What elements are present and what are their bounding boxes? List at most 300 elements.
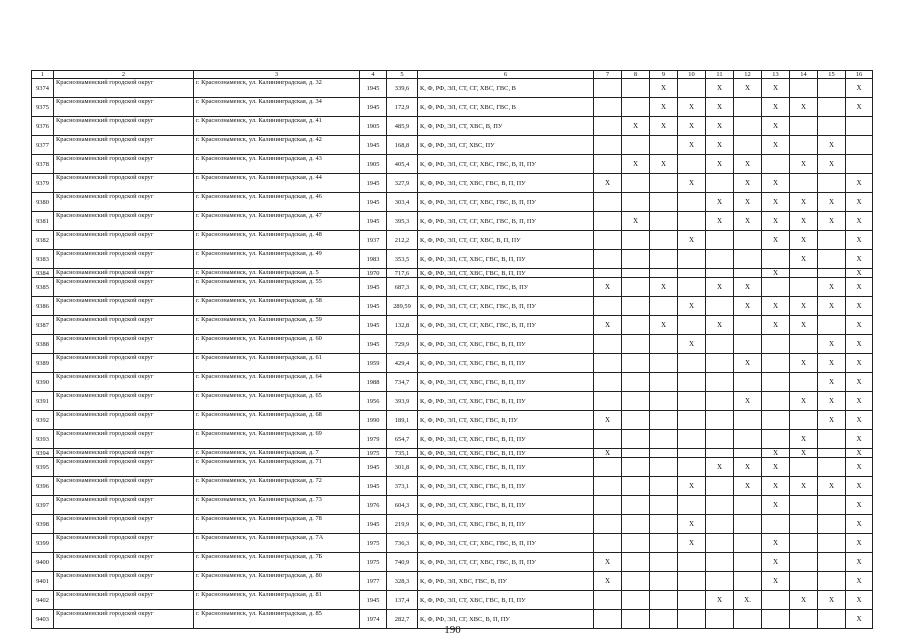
mark-cell — [594, 335, 622, 354]
mark-cell: X — [706, 458, 734, 477]
mark-cell — [762, 392, 790, 411]
systems-cell: К, Ф, РФ, ЭЛ, СГ, ХВС, В, П, ПУ — [418, 610, 594, 629]
mark-cell — [818, 79, 846, 98]
row-number: 9389 — [32, 354, 54, 373]
row-number: 9381 — [32, 212, 54, 231]
municipality-cell: Краснознаменский городской округ — [54, 373, 194, 392]
mark-cell: X — [790, 316, 818, 335]
area-cell: 282,7 — [387, 610, 418, 629]
mark-cell: X — [846, 534, 873, 553]
mark-cell: X — [846, 496, 873, 515]
systems-cell: К, Ф, РФ, ЭЛ, СТ, ХВС, ГВС, В, П, ПУ — [418, 496, 594, 515]
mark-cell: X — [706, 316, 734, 335]
systems-cell: К, Ф, РФ, ЭЛ, СТ, ХВС, ГВС, В, ПУ — [418, 411, 594, 430]
table-row — [32, 193, 873, 212]
mark-cell — [762, 354, 790, 373]
mark-cell: X — [678, 335, 706, 354]
mark-cell — [706, 335, 734, 354]
mark-cell: X — [650, 117, 678, 136]
mark-cell: X — [790, 98, 818, 117]
mark-cell — [622, 316, 650, 335]
municipality-cell: Краснознаменский городской округ — [54, 193, 194, 212]
table-row — [32, 174, 873, 193]
row-number: 9386 — [32, 297, 54, 316]
mark-cell: X — [846, 79, 873, 98]
mark-cell — [790, 553, 818, 572]
mark-cell: X — [846, 278, 873, 297]
mark-cell — [818, 458, 846, 477]
municipality-cell: Краснознаменский городской округ — [54, 117, 194, 136]
mark-cell — [818, 496, 846, 515]
address-cell: г. Краснознаменск, ул. Калининградская, д. 55 — [194, 278, 360, 297]
year-cell: 1945 — [360, 79, 387, 98]
mark-cell — [734, 534, 762, 553]
mark-cell: X — [678, 174, 706, 193]
mark-cell — [678, 591, 706, 610]
address-cell: г. Краснознаменск, ул. Калининградская, д. 80 — [194, 572, 360, 591]
area-cell: 729,9 — [387, 335, 418, 354]
mark-cell — [734, 117, 762, 136]
column-number: 12 — [734, 71, 762, 79]
mark-cell: X — [762, 269, 790, 278]
year-cell: 1983 — [360, 250, 387, 269]
mark-cell — [818, 534, 846, 553]
mark-cell: X — [734, 278, 762, 297]
municipality-cell: Краснознаменский городской округ — [54, 231, 194, 250]
address-cell: г. Краснознаменск, ул. Калининградская, д. 7А — [194, 534, 360, 553]
municipality-cell: Краснознаменский городской округ — [54, 136, 194, 155]
mark-cell: X — [706, 193, 734, 212]
area-cell: 219,9 — [387, 515, 418, 534]
mark-cell — [678, 458, 706, 477]
systems-cell: К, Ф, РФ, ЭЛ, СТ, ХВС, ГВС, В, П, ПУ — [418, 515, 594, 534]
row-number: 9376 — [32, 117, 54, 136]
area-cell: 327,9 — [387, 174, 418, 193]
mark-cell — [622, 278, 650, 297]
table-row — [32, 553, 873, 572]
mark-cell — [706, 477, 734, 496]
mark-cell — [790, 136, 818, 155]
area-cell: 353,5 — [387, 250, 418, 269]
mark-cell — [650, 193, 678, 212]
mark-cell: X — [846, 373, 873, 392]
mark-cell: X — [678, 515, 706, 534]
mark-cell: X — [650, 155, 678, 174]
municipality-cell: Краснознаменский городской округ — [54, 98, 194, 117]
mark-cell — [594, 231, 622, 250]
column-number: 8 — [622, 71, 650, 79]
year-cell: 1959 — [360, 354, 387, 373]
mark-cell: X — [846, 411, 873, 430]
mark-cell — [622, 297, 650, 316]
housing-register-table — [31, 70, 873, 629]
mark-cell: X — [594, 278, 622, 297]
area-cell: 393,9 — [387, 392, 418, 411]
mark-cell: X — [706, 79, 734, 98]
year-cell: 1975 — [360, 553, 387, 572]
year-cell: 1988 — [360, 373, 387, 392]
column-number: 3 — [194, 71, 360, 79]
mark-cell — [706, 297, 734, 316]
mark-cell: X — [846, 458, 873, 477]
column-number: 4 — [360, 71, 387, 79]
column-number-row — [32, 71, 873, 79]
mark-cell — [622, 477, 650, 496]
mark-cell — [734, 250, 762, 269]
systems-cell: К, Ф, РФ, ЭЛ, СТ, СГ, ХВС, ГВС, В, П, ПУ — [418, 553, 594, 572]
table-row — [32, 572, 873, 591]
mark-cell: X — [818, 335, 846, 354]
mark-cell: X — [762, 316, 790, 335]
municipality-cell: Краснознаменский городской округ — [54, 591, 194, 610]
systems-cell: К, Ф, РФ, ЭЛ, СТ, СГ, ХВС, ГВС, В, П, ПУ — [418, 297, 594, 316]
systems-cell: К, Ф, РФ, ЭЛ, СТ, ХВС, ГВС, В, П, ПУ — [418, 373, 594, 392]
address-cell: г. Краснознаменск, ул. Калининградская, д. 32 — [194, 79, 360, 98]
mark-cell — [678, 373, 706, 392]
area-cell: 395,3 — [387, 212, 418, 231]
row-number: 9398 — [32, 515, 54, 534]
mark-cell: X — [846, 297, 873, 316]
mark-cell — [622, 411, 650, 430]
mark-cell — [622, 496, 650, 515]
municipality-cell: Краснознаменский городской округ — [54, 553, 194, 572]
area-cell: 212,2 — [387, 231, 418, 250]
mark-cell — [594, 430, 622, 449]
year-cell: 1976 — [360, 496, 387, 515]
mark-cell: X — [734, 79, 762, 98]
mark-cell — [734, 269, 762, 278]
year-cell: 1945 — [360, 174, 387, 193]
address-cell: г. Краснознаменск, ул. Калининградская, д. 78 — [194, 515, 360, 534]
mark-cell — [790, 458, 818, 477]
mark-cell — [650, 411, 678, 430]
mark-cell — [734, 335, 762, 354]
column-number: 1 — [32, 71, 54, 79]
mark-cell — [818, 231, 846, 250]
table-row — [32, 430, 873, 449]
mark-cell — [622, 572, 650, 591]
row-number: 9377 — [32, 136, 54, 155]
area-cell: 373,1 — [387, 477, 418, 496]
year-cell: 1945 — [360, 136, 387, 155]
mark-cell — [594, 117, 622, 136]
mark-cell — [622, 354, 650, 373]
mark-cell: X — [846, 449, 873, 458]
mark-cell: X — [846, 174, 873, 193]
mark-cell: X — [790, 449, 818, 458]
mark-cell: X — [594, 553, 622, 572]
mark-cell — [678, 392, 706, 411]
mark-cell: X — [734, 174, 762, 193]
mark-cell — [678, 79, 706, 98]
mark-cell: X — [790, 591, 818, 610]
year-cell: 1945 — [360, 98, 387, 117]
mark-cell: X — [818, 278, 846, 297]
area-cell: 654,7 — [387, 430, 418, 449]
mark-cell — [762, 591, 790, 610]
table-row — [32, 212, 873, 231]
mark-cell: X — [762, 117, 790, 136]
systems-cell: К, Ф, РФ, ЭЛ, СТ, СГ, ХВС, ГВС, В, П, ПУ — [418, 155, 594, 174]
table-row — [32, 477, 873, 496]
mark-cell: X — [622, 155, 650, 174]
mark-cell — [706, 449, 734, 458]
mark-cell — [650, 269, 678, 278]
mark-cell — [706, 496, 734, 515]
year-cell: 1990 — [360, 411, 387, 430]
mark-cell — [650, 515, 678, 534]
row-number: 9380 — [32, 193, 54, 212]
year-cell: 1945 — [360, 458, 387, 477]
mark-cell — [650, 174, 678, 193]
mark-cell: X — [762, 212, 790, 231]
mark-cell — [678, 269, 706, 278]
systems-cell: К, Ф, РФ, ЭЛ, СТ, СГ, ХВС, ГВС, В — [418, 98, 594, 117]
address-cell: г. Краснознаменск, ул. Калининградская, д. 41 — [194, 117, 360, 136]
address-cell: г. Краснознаменск, ул. Калининградская, д. 7Б — [194, 553, 360, 572]
mark-cell — [650, 136, 678, 155]
mark-cell — [622, 231, 650, 250]
municipality-cell: Краснознаменский городской округ — [54, 354, 194, 373]
address-cell: г. Краснознаменск, ул. Калининградская, д. 5 — [194, 269, 360, 278]
mark-cell: X — [762, 297, 790, 316]
row-number: 9385 — [32, 278, 54, 297]
mark-cell: X — [762, 449, 790, 458]
mark-cell: X — [818, 373, 846, 392]
mark-cell: X — [762, 496, 790, 515]
mark-cell — [594, 79, 622, 98]
mark-cell: X — [790, 193, 818, 212]
row-number: 9403 — [32, 610, 54, 629]
systems-cell: К, Ф, РФ, ЭЛ, СТ, ХВС, ГВС, В, П, ПУ — [418, 392, 594, 411]
year-cell: 1905 — [360, 155, 387, 174]
mark-cell: X — [818, 193, 846, 212]
municipality-cell: Краснознаменский городской округ — [54, 155, 194, 174]
mark-cell: X — [734, 354, 762, 373]
mark-cell: X — [706, 98, 734, 117]
address-cell: г. Краснознаменск, ул. Калининградская, д. 73 — [194, 496, 360, 515]
register-sheet — [31, 70, 873, 629]
year-cell: 1956 — [360, 392, 387, 411]
systems-cell: К, Ф, РФ, ЭЛ, СТ, ХВС, ГВС, В, П, ПУ — [418, 335, 594, 354]
area-cell: 429,4 — [387, 354, 418, 373]
mark-cell — [706, 174, 734, 193]
mark-cell — [594, 354, 622, 373]
mark-cell: X — [762, 572, 790, 591]
row-number: 9396 — [32, 477, 54, 496]
mark-cell — [790, 269, 818, 278]
mark-cell: X — [706, 155, 734, 174]
address-cell: г. Краснознаменск, ул. Калининградская, д. 81 — [194, 591, 360, 610]
mark-cell: X — [846, 553, 873, 572]
table-body — [32, 71, 873, 629]
municipality-cell: Краснознаменский городской округ — [54, 411, 194, 430]
mark-cell — [650, 231, 678, 250]
mark-cell — [594, 591, 622, 610]
mark-cell — [762, 250, 790, 269]
systems-cell: К, Ф, РФ, ЭЛ, СТ, ХВС, ГВС, В, П, ПУ — [418, 449, 594, 458]
mark-cell: X — [762, 193, 790, 212]
area-cell: 734,7 — [387, 373, 418, 392]
mark-cell — [622, 591, 650, 610]
mark-cell: X — [846, 98, 873, 117]
mark-cell — [734, 572, 762, 591]
municipality-cell: Краснознаменский городской округ — [54, 79, 194, 98]
municipality-cell: Краснознаменский городской округ — [54, 392, 194, 411]
systems-cell: К, Ф, РФ, ЭЛ, СТ, СГ, ХВС, В, П, ПУ — [418, 231, 594, 250]
address-cell: г. Краснознаменск, ул. Калининградская, д. 60 — [194, 335, 360, 354]
mark-cell — [818, 430, 846, 449]
mark-cell: X — [678, 297, 706, 316]
systems-cell: К, Ф, РФ, ЭЛ, СТ, СГ, ХВС, ГВС, В, ПУ — [418, 278, 594, 297]
table-row — [32, 117, 873, 136]
municipality-cell: Краснознаменский городской округ — [54, 278, 194, 297]
mark-cell: X — [790, 430, 818, 449]
column-number: 9 — [650, 71, 678, 79]
address-cell: г. Краснознаменск, ул. Калининградская, д. 71 — [194, 458, 360, 477]
mark-cell — [622, 174, 650, 193]
mark-cell — [650, 297, 678, 316]
mark-cell: X — [678, 136, 706, 155]
column-number: 10 — [678, 71, 706, 79]
mark-cell — [846, 155, 873, 174]
mark-cell: X — [790, 354, 818, 373]
mark-cell: X — [678, 477, 706, 496]
mark-cell — [594, 193, 622, 212]
year-cell: 1945 — [360, 193, 387, 212]
row-number: 9378 — [32, 155, 54, 174]
row-number: 9391 — [32, 392, 54, 411]
page-number: 190 — [444, 624, 461, 636]
address-cell: г. Краснознаменск, ул. Калининградская, д. 64 — [194, 373, 360, 392]
systems-cell: К, Ф, РФ, ЭЛ, СТ, ХВС, ГВС, В, П, ПУ — [418, 250, 594, 269]
mark-cell — [818, 572, 846, 591]
mark-cell — [762, 373, 790, 392]
mark-cell — [594, 458, 622, 477]
mark-cell — [818, 174, 846, 193]
column-number: 2 — [54, 71, 194, 79]
column-number: 6 — [418, 71, 594, 79]
municipality-cell: Краснознаменский городской округ — [54, 572, 194, 591]
mark-cell — [622, 250, 650, 269]
year-cell: 1974 — [360, 610, 387, 629]
table-row — [32, 231, 873, 250]
address-cell: г. Краснознаменск, ул. Калининградская, д. 7 — [194, 449, 360, 458]
mark-cell — [650, 591, 678, 610]
municipality-cell: Краснознаменский городской округ — [54, 335, 194, 354]
mark-cell: X — [790, 250, 818, 269]
area-cell: 604,3 — [387, 496, 418, 515]
mark-cell — [706, 553, 734, 572]
mark-cell: X — [790, 231, 818, 250]
mark-cell: X — [762, 553, 790, 572]
mark-cell — [594, 496, 622, 515]
mark-cell: X — [762, 458, 790, 477]
mark-cell — [790, 515, 818, 534]
table-row — [32, 316, 873, 335]
year-cell: 1945 — [360, 591, 387, 610]
mark-cell — [818, 553, 846, 572]
address-cell: г. Краснознаменск, ул. Калининградская, д. 46 — [194, 193, 360, 212]
mark-cell: X — [818, 212, 846, 231]
mark-cell — [594, 534, 622, 553]
address-cell: г. Краснознаменск, ул. Калининградская, д. 44 — [194, 174, 360, 193]
address-cell: г. Краснознаменск, ул. Калининградская, д. 59 — [194, 316, 360, 335]
address-cell: г. Краснознаменск, ул. Калининградская, д. 58 — [194, 297, 360, 316]
year-cell: 1945 — [360, 335, 387, 354]
municipality-cell: Краснознаменский городской округ — [54, 174, 194, 193]
mark-cell — [678, 430, 706, 449]
mark-cell — [790, 79, 818, 98]
mark-cell: X — [846, 392, 873, 411]
year-cell: 1905 — [360, 117, 387, 136]
mark-cell — [706, 269, 734, 278]
area-cell: 137,4 — [387, 591, 418, 610]
mark-cell — [678, 212, 706, 231]
area-cell: 405,4 — [387, 155, 418, 174]
mark-cell — [594, 136, 622, 155]
mark-cell — [622, 430, 650, 449]
mark-cell — [762, 278, 790, 297]
year-cell: 1945 — [360, 316, 387, 335]
mark-cell — [846, 136, 873, 155]
mark-cell: X — [706, 117, 734, 136]
mark-cell: X — [846, 250, 873, 269]
mark-cell — [594, 297, 622, 316]
systems-cell: К, Ф, РФ, ЭЛ, СТ, ХВС, В, ПУ — [418, 117, 594, 136]
area-cell: 687,3 — [387, 278, 418, 297]
area-cell: 132,8 — [387, 316, 418, 335]
mark-cell — [790, 534, 818, 553]
mark-cell: X — [678, 231, 706, 250]
mark-cell — [706, 534, 734, 553]
mark-cell — [650, 496, 678, 515]
mark-cell — [734, 373, 762, 392]
mark-cell — [678, 553, 706, 572]
row-number: 9394 — [32, 449, 54, 458]
year-cell: 1970 — [360, 269, 387, 278]
systems-cell: К, Ф, РФ, ЭЛ, СТ, СГ, ХВС, ГВС, В, П, ПУ — [418, 193, 594, 212]
mark-cell — [706, 411, 734, 430]
systems-cell: К, Ф, РФ, ЭЛ, СТ, ХВС, ГВС, В, П, ПУ — [418, 269, 594, 278]
mark-cell — [734, 430, 762, 449]
mark-cell — [818, 515, 846, 534]
mark-cell: X — [846, 231, 873, 250]
mark-cell: X — [678, 98, 706, 117]
mark-cell: X — [790, 477, 818, 496]
mark-cell: X — [818, 297, 846, 316]
mark-cell — [790, 117, 818, 136]
mark-cell — [594, 373, 622, 392]
mark-cell: X — [790, 392, 818, 411]
row-number: 9383 — [32, 250, 54, 269]
table-row — [32, 354, 873, 373]
mark-cell — [818, 117, 846, 136]
column-number: 14 — [790, 71, 818, 79]
year-cell: 1945 — [360, 278, 387, 297]
area-cell: 735,1 — [387, 449, 418, 458]
mark-cell — [594, 269, 622, 278]
mark-cell — [678, 193, 706, 212]
mark-cell: X — [734, 458, 762, 477]
table-row — [32, 458, 873, 477]
mark-cell — [622, 335, 650, 354]
address-cell: г. Краснознаменск, ул. Калининградская, д. 85 — [194, 610, 360, 629]
mark-cell — [678, 354, 706, 373]
row-number: 9390 — [32, 373, 54, 392]
table-row — [32, 98, 873, 117]
mark-cell — [790, 572, 818, 591]
